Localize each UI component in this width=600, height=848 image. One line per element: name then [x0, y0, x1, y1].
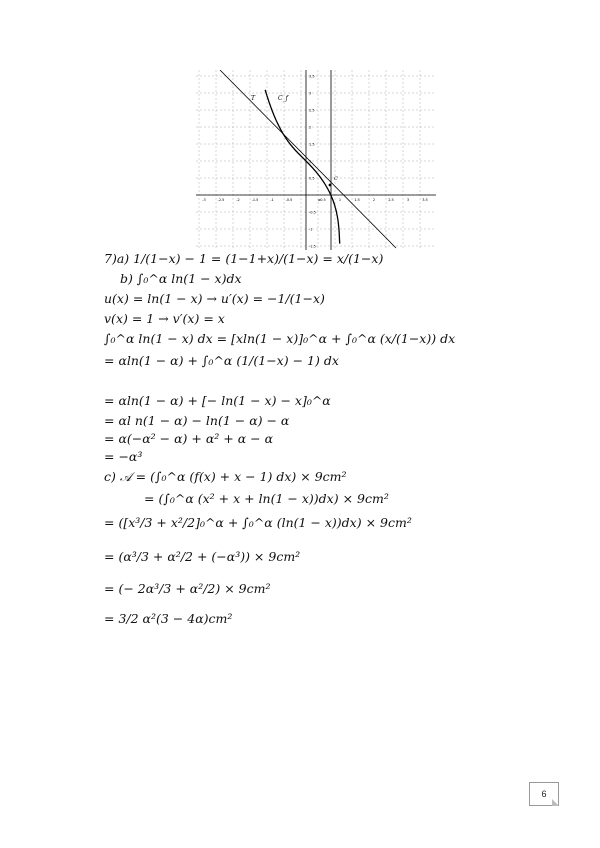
x-tick-label: 1.5 — [354, 198, 360, 202]
x-tick-label: -3 — [202, 198, 206, 202]
y-tick-label: 1.5 — [309, 142, 315, 147]
label-point-c: C — [334, 176, 338, 182]
line-step5: = −α³ — [104, 449, 143, 464]
x-tick-label: 0.5 — [320, 198, 326, 202]
x-tick-label: -1 — [270, 198, 274, 202]
x-tick-label: 2.5 — [388, 198, 394, 202]
graph-grid — [196, 70, 436, 250]
line-area5: = 3/2 α²(3 − 4α)cm² — [104, 611, 233, 626]
x-tick-label: -1.5 — [251, 198, 259, 202]
line-area3: = (α³/3 + α²/2 + (−α³)) × 9cm² — [104, 549, 301, 564]
x-tick-label: -0.5 — [285, 198, 293, 202]
line-7c: c) 𝒜 = (∫₀^α (f(x) + x − 1) dx) × 9cm² — [104, 469, 347, 484]
x-tick-label: 3 — [406, 198, 410, 202]
line-7b: b) ∫₀^α ln(1 − x)dx — [120, 271, 242, 286]
y-tick-label: -1 — [309, 227, 313, 232]
y-tick-label: 1 — [309, 159, 312, 164]
graph-axes — [196, 70, 436, 250]
x-tick-label: -2 — [236, 198, 240, 202]
line-step4: = α(−α² − α) + α² + α − α — [104, 431, 274, 446]
line-area1: = (∫₀^α (x² + x + ln(1 − x))dx) × 9cm² — [144, 491, 389, 506]
page-number: 6 — [529, 782, 559, 806]
line-u: u(x) = ln(1 − x) → u′(x) = −1/(1−x) — [104, 291, 325, 306]
line-v: v(x) = 1 → v′(x) = x — [104, 311, 225, 326]
tick-labels — [202, 75, 428, 249]
label-tangent: T — [251, 95, 256, 102]
x-tick-label: 2 — [372, 198, 376, 202]
x-tick-label: 3.5 — [422, 198, 428, 202]
line-area4: = (− 2α³/3 + α²/2) × 9cm² — [104, 581, 271, 596]
line-step3: = αl n(1 − α) − ln(1 − α) − α — [104, 413, 290, 428]
label-alpha: α — [318, 197, 321, 202]
y-tick-label: 2 — [309, 125, 312, 130]
label-curve: C_f — [278, 95, 288, 102]
line-area2: = ([x³/3 + x²/2]₀^α + ∫₀^α (ln(1 − x))dx) × 9cm² — [104, 515, 412, 530]
line-ipp: ∫₀^α ln(1 − x) dx = [xln(1 − x)]₀^α + ∫₀^α (x/(1−x)) dx — [104, 331, 456, 346]
y-tick-label: 0.5 — [309, 176, 315, 181]
line-step2: = αln(1 − α) + [− ln(1 − x) − x]₀^α — [104, 393, 331, 408]
tangent-line-t — [217, 70, 396, 248]
y-tick-label: -1.5 — [309, 244, 316, 249]
point-c-marker — [329, 184, 332, 187]
y-tick-label: 3 — [309, 91, 312, 96]
y-tick-label: 3.5 — [309, 74, 315, 79]
curve-cf — [265, 90, 340, 244]
y-tick-label: -0.5 — [309, 210, 316, 215]
line-step1: = αln(1 − α) + ∫₀^α (1/(1−x) − 1) dx — [104, 353, 339, 368]
line-7a: 7)a) 1/(1−x) − 1 = (1−1+x)/(1−x) = x/(1−x) — [104, 251, 384, 266]
x-tick-label: -2.5 — [217, 198, 225, 202]
function-graph — [196, 70, 436, 250]
x-tick-label: 1 — [338, 198, 342, 202]
y-tick-label: 2.5 — [309, 108, 315, 113]
